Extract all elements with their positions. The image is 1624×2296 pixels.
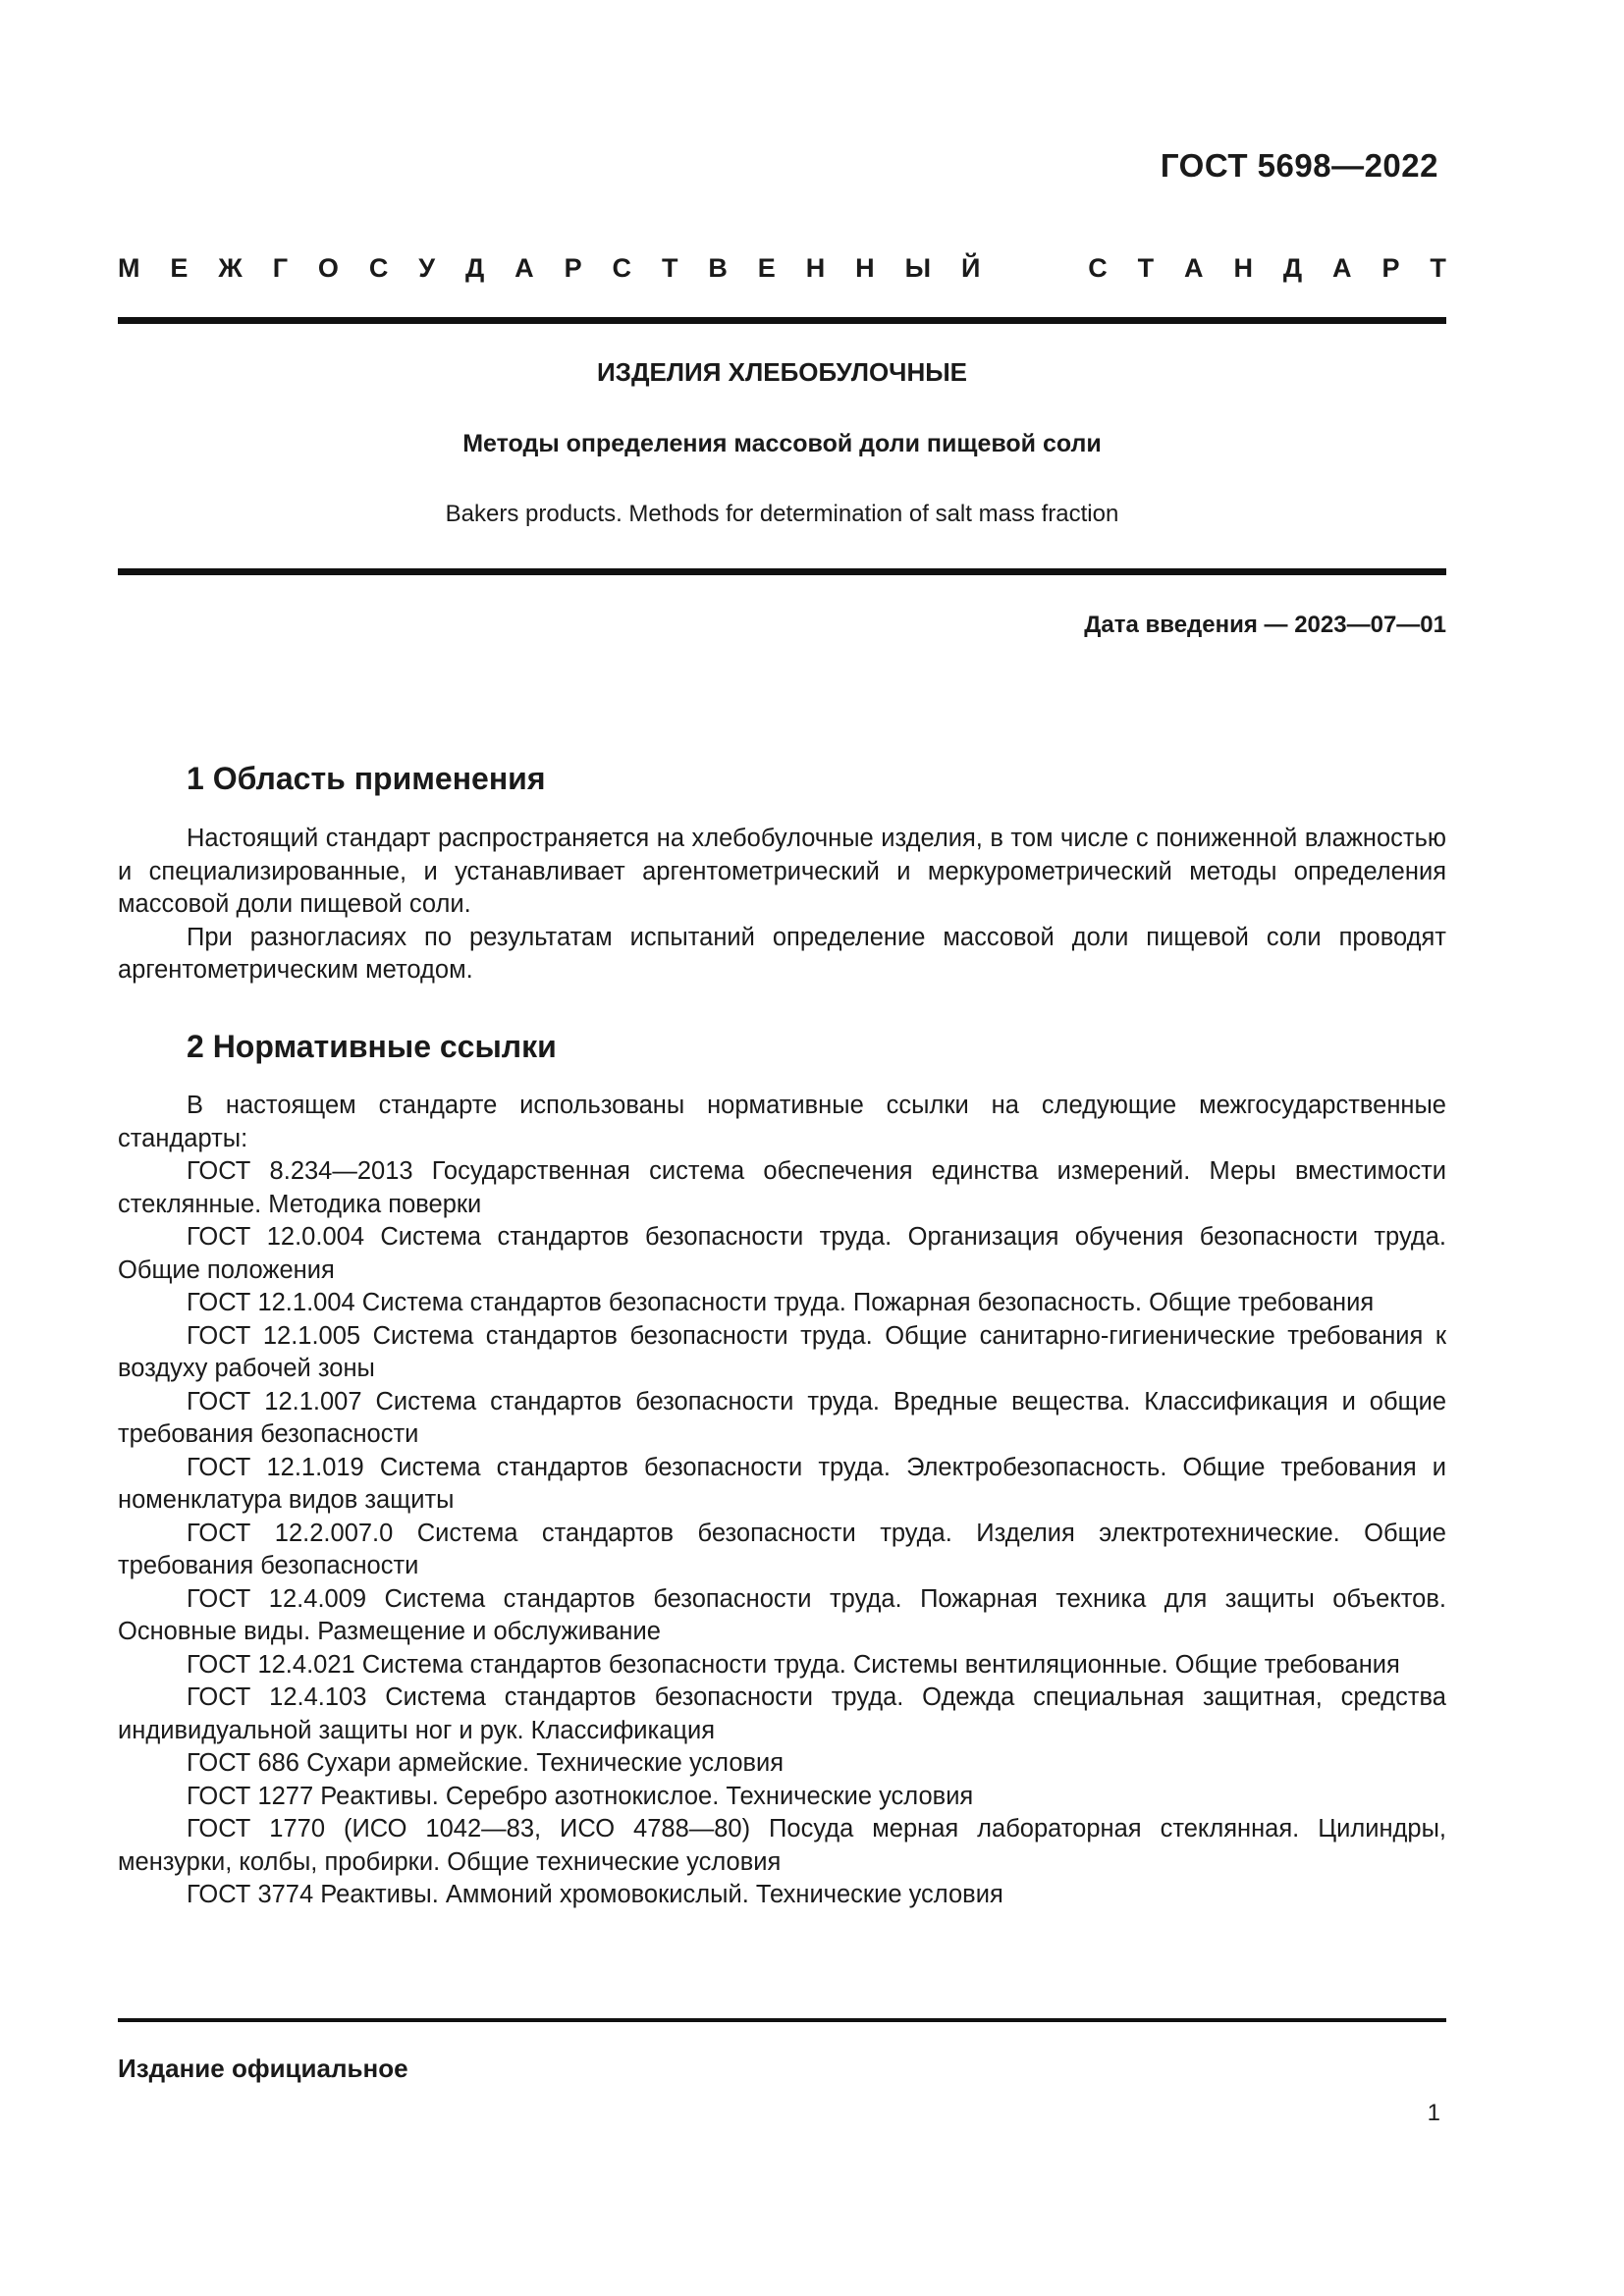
banner-letter: Н bbox=[805, 253, 826, 283]
banner-letter: Е bbox=[170, 253, 189, 283]
reference-item: ГОСТ 12.1.004 Система стандартов безопасности труда. Пожарная безопасность. Общие требования bbox=[187, 1289, 1375, 1316]
banner-letter: А bbox=[514, 253, 534, 283]
banner-letter: А bbox=[1332, 253, 1352, 283]
section-2-heading: 2 Нормативные ссылки bbox=[187, 1029, 557, 1064]
footer-divider bbox=[118, 2018, 1446, 2022]
banner-letter: Т bbox=[661, 253, 678, 283]
banner-letter: В bbox=[708, 253, 728, 283]
paragraph: Настоящий стандарт распространяется на хлебобулочные изделия, в том числе с пониженной влажностью и специализированные, и устанавливает аргентометрический и меркурометрический методы определения массовой доли пищевой соли. bbox=[118, 825, 1446, 918]
banner-letter: Й bbox=[960, 253, 981, 283]
banner-letter: Н bbox=[855, 253, 875, 283]
reference-item: ГОСТ 8.234—2013 Государственная система обеспечения единства измерений. Меры вместимости стеклянные. Методика поверки bbox=[118, 1157, 1446, 1218]
reference-item: ГОСТ 686 Сухари армейские. Технические условия bbox=[187, 1749, 785, 1777]
banner-word-gap bbox=[1010, 253, 1057, 284]
title-divider bbox=[118, 568, 1446, 575]
page-number: 1 bbox=[1427, 2100, 1440, 2126]
reference-item: ГОСТ 3774 Реактивы. Аммоний хромовокислый. Технические условия bbox=[187, 1881, 1003, 1908]
reference-item: ГОСТ 12.0.004 Система стандартов безопасности труда. Организация обучения безопасности труда. Общие положения bbox=[118, 1223, 1446, 1284]
interstate-standard-banner bbox=[118, 253, 1446, 284]
banner-letter: А bbox=[1184, 253, 1204, 283]
banner-letter: Д bbox=[1282, 253, 1303, 283]
banner-letter: М bbox=[118, 253, 140, 283]
reference-item: ГОСТ 1277 Реактивы. Серебро азотнокислое. Технические условия bbox=[187, 1782, 974, 1810]
english-title: Bakers products. Methods for determination of salt mass fraction bbox=[445, 501, 1119, 527]
reference-item: ГОСТ 12.4.009 Система стандартов безопасности труда. Пожарная техника для защиты объектов. Основные виды. Размещение и обслуживание bbox=[118, 1584, 1446, 1645]
reference-item: ГОСТ 12.1.019 Система стандартов безопасности труда. Электробезопасность. Общие требования и номенклатура видов защиты bbox=[118, 1453, 1446, 1514]
introduction-date: Дата введения — 2023—07—01 bbox=[1084, 612, 1446, 638]
paragraph: При разногласиях по результатам испытаний определение массовой доли пищевой соли проводят аргентометрическим методом. bbox=[118, 923, 1446, 984]
banner-letter: Т bbox=[1430, 253, 1446, 283]
paragraph: В настоящем стандарте использованы нормативные ссылки на следующие межгосударственные стандарты: bbox=[118, 1092, 1446, 1152]
banner-letter: Г bbox=[272, 253, 288, 283]
reference-item: ГОСТ 12.2.007.0 Система стандартов безопасности труда. Изделия электротехнические. Общие требования безопасности bbox=[118, 1519, 1446, 1579]
reference-item: ГОСТ 12.1.005 Система стандартов безопасности труда. Общие санитарно-гигиенические требования к воздуху рабочей зоны bbox=[118, 1321, 1446, 1382]
banner-letter: С bbox=[612, 253, 632, 283]
banner-letter: Т bbox=[1137, 253, 1155, 283]
banner-letter: Н bbox=[1233, 253, 1253, 283]
banner-letter: Д bbox=[465, 253, 485, 283]
banner-letter: Р bbox=[564, 253, 582, 283]
banner-letter: С bbox=[1088, 253, 1108, 283]
section-1-body bbox=[118, 823, 1446, 988]
section-2-body bbox=[118, 1090, 1446, 1912]
banner-letter: О bbox=[317, 253, 339, 283]
banner-letter: Е bbox=[757, 253, 776, 283]
reference-item: ГОСТ 1770 (ИСО 1042—83, ИСО 4788—80) Посуда мерная лабораторная стеклянная. Цилиндры, мензурки, колбы, пробирки. Общие технические условия bbox=[118, 1815, 1446, 1876]
banner-letter: У bbox=[418, 253, 436, 283]
banner-letter: Р bbox=[1381, 253, 1400, 283]
header-divider bbox=[118, 317, 1446, 324]
document-code: ГОСТ 5698—2022 bbox=[1160, 147, 1438, 184]
reference-item: ГОСТ 12.4.103 Система стандартов безопасности труда. Одежда специальная защитная, средства индивидуальной защиты ног и рук. Классификация bbox=[118, 1683, 1446, 1744]
banner-letter: Ы bbox=[904, 253, 932, 283]
reference-item: ГОСТ 12.4.021 Система стандартов безопасности труда. Системы вентиляционные. Общие требования bbox=[187, 1650, 1400, 1679]
banner-letter: С bbox=[368, 253, 389, 283]
document-title: ИЗДЕЛИЯ ХЛЕБОБУЛОЧНЫЕ bbox=[596, 357, 968, 387]
document-subtitle: Методы определения массовой доли пищевой соли bbox=[462, 430, 1102, 457]
reference-item: ГОСТ 12.1.007 Система стандартов безопасности труда. Вредные вещества. Классификация и общие требования безопасности bbox=[118, 1387, 1446, 1448]
official-edition-label: Издание официальное bbox=[118, 2054, 408, 2083]
banner-letter: Ж bbox=[218, 253, 243, 283]
section-1-heading: 1 Область применения bbox=[187, 761, 546, 796]
